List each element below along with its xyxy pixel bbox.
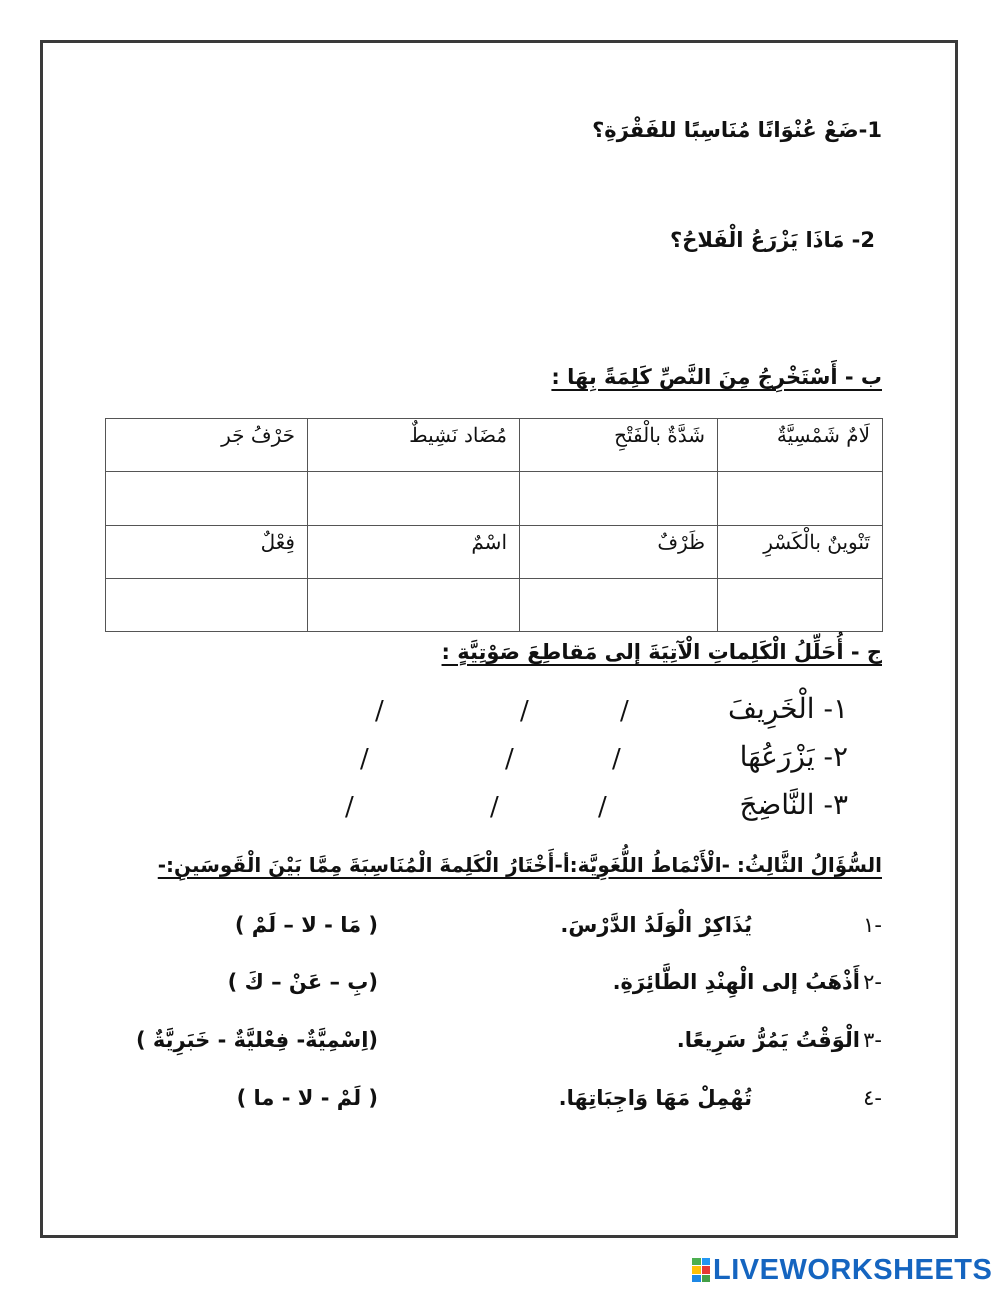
item-number: ٤- bbox=[863, 1086, 882, 1110]
answer-cell[interactable] bbox=[106, 578, 308, 631]
syllable-word-1: ١- الْخَرِيفَ bbox=[727, 692, 848, 725]
liveworksheets-logo bbox=[692, 1254, 992, 1286]
table-row bbox=[106, 419, 883, 472]
item-sentence: يُذَاكِرْ الْوَلَدُ الدَّرْسَ. bbox=[560, 913, 752, 937]
slash: / bbox=[620, 696, 629, 726]
slash: / bbox=[360, 744, 369, 774]
item-number: ٣- bbox=[863, 1028, 882, 1052]
logo-text: LIVEWORKSHEETS bbox=[713, 1253, 993, 1286]
table-cell: حَرْفُ جَر bbox=[106, 419, 308, 472]
table-row bbox=[106, 578, 883, 631]
slash: / bbox=[505, 744, 514, 774]
item-number: ٢- bbox=[863, 970, 882, 994]
table-cell: لَامٌ شَمْسِيَّةٌ bbox=[718, 419, 883, 472]
answer-cell[interactable] bbox=[718, 472, 883, 525]
table-cell: اسْمٌ bbox=[308, 525, 520, 578]
answer-cell[interactable] bbox=[520, 578, 718, 631]
table-cell: ظَرْفٌ bbox=[520, 525, 718, 578]
item-options: (اِسْمِيَّةٌ- فِعْليَّةٌ - خَبَرِيَّةٌ ) bbox=[136, 1028, 378, 1052]
slash: / bbox=[375, 696, 384, 726]
page-border bbox=[40, 40, 958, 1238]
slash: / bbox=[598, 792, 607, 822]
answer-cell[interactable] bbox=[106, 472, 308, 525]
question-1: 1-ضَعْ عُنْوَانًا مُنَاسِبًا للفَقْرَةِ؟ bbox=[592, 118, 882, 142]
item-options: ( مَا - لا – لَمْ ) bbox=[234, 913, 378, 937]
table-cell: فِعْلٌ bbox=[106, 525, 308, 578]
section-3-heading: السُّؤَالُ الثَّالِثُ: -الْأَنْمَاطُ اللُّغَوِيَّة:أ-أَخْتَارُ الْكَلِمةَ الْمُنَاسِبَةَ مِمَّا بَيْنَ الْقَوسَينِ:- bbox=[157, 853, 882, 877]
item-number: ١- bbox=[863, 913, 882, 937]
item-options: ( لَمْ - لا - ما ) bbox=[236, 1086, 378, 1110]
table-row bbox=[106, 472, 883, 525]
answer-cell[interactable] bbox=[308, 472, 520, 525]
table-row bbox=[106, 525, 883, 578]
question-2: 2- مَاذَا يَزْرَعُ الْفَلاحُ؟ bbox=[670, 228, 875, 252]
section-b-heading: ب - أَسْتَخْرِجُ مِنَ النَّصِّ كَلِمَةً بِهَا : bbox=[551, 365, 882, 389]
item-options: (بِ – عَنْ – كَ ) bbox=[227, 970, 378, 994]
answer-cell[interactable] bbox=[308, 578, 520, 631]
slash: / bbox=[490, 792, 499, 822]
table-cell: تَنْوينٌ بالْكَسْرِ bbox=[718, 525, 883, 578]
answer-cell[interactable] bbox=[520, 472, 718, 525]
answer-cell[interactable] bbox=[718, 578, 883, 631]
syllable-word-3: ٣- النَّاضِجَ bbox=[739, 788, 848, 821]
slash: / bbox=[345, 792, 354, 822]
slash: / bbox=[520, 696, 529, 726]
syllable-word-2: ٢- يَزْرَعُهَا bbox=[739, 740, 848, 773]
item-sentence: الْوَقْتُ يَمُرُّ سَرِيعًا. bbox=[676, 1028, 860, 1052]
table-cell: شَدَّةٌ بالْفَتْحِ bbox=[520, 419, 718, 472]
item-sentence: تُهْمِلْ مَهَا وَاجِبَاتِهَا. bbox=[558, 1086, 752, 1110]
logo-icon bbox=[692, 1258, 710, 1282]
slash: / bbox=[612, 744, 621, 774]
section-c-heading: ج - أُحَلِّلُ الْكَلِماتِ الْآتِيَةَ إلى مَقاطِعَ صَوْتِيَّةٍ : bbox=[441, 640, 882, 664]
table-cell: مُضَاد نَشِيطٌ bbox=[308, 419, 520, 472]
extraction-table bbox=[105, 418, 883, 632]
item-sentence: أَذْهَبُ إلى الْهِنْدِ الطَّائِرَةِ. bbox=[612, 970, 860, 994]
